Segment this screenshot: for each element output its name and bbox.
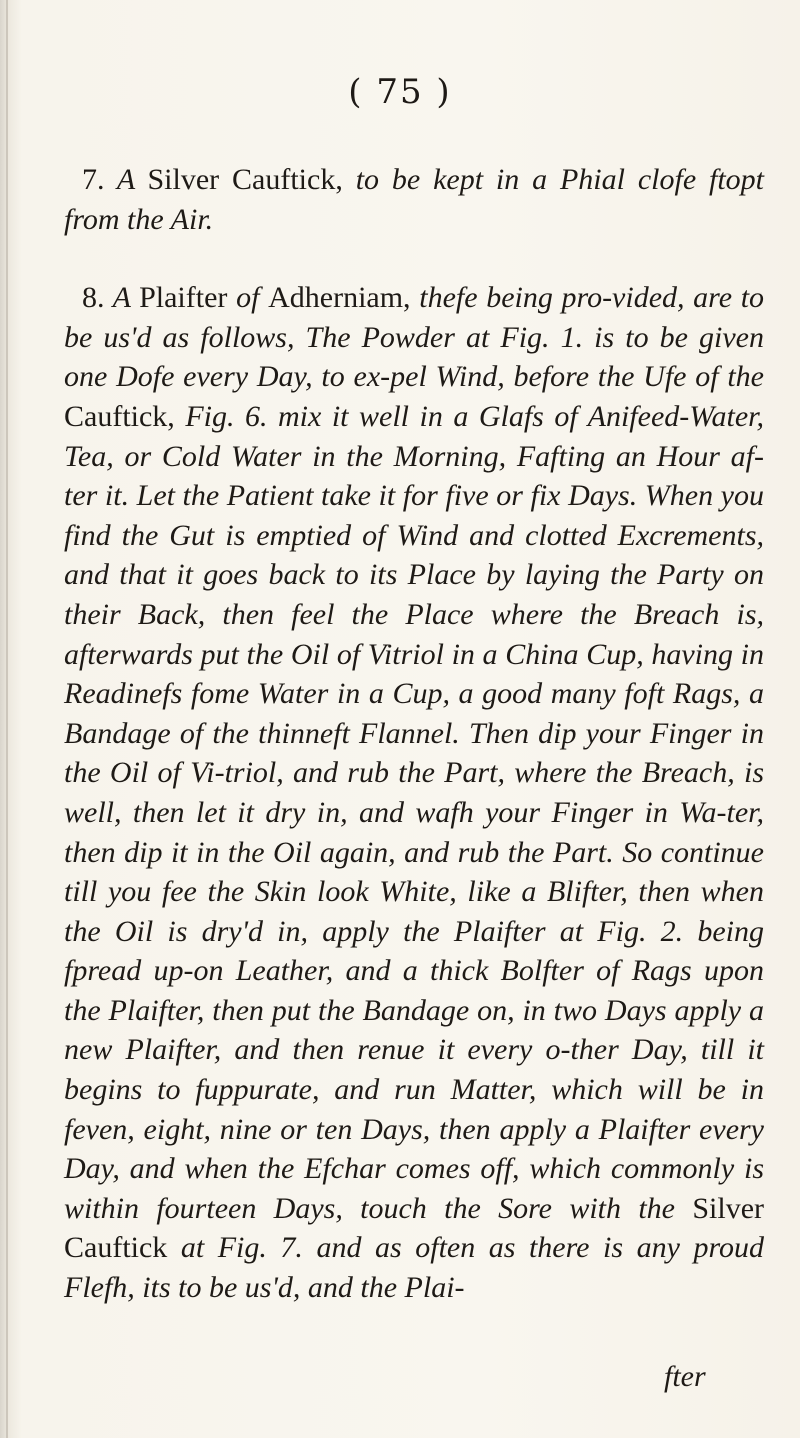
subject: Silver Cauftick,	[147, 163, 343, 196]
paragraph-7	[64, 160, 764, 239]
caustick-term: Cauftick,	[64, 399, 175, 433]
article: A	[112, 281, 131, 315]
paragraph-text-part-2: Fig. 6. mix it well in a Glafs of Anifeed-Water, Tea, or Cold Water in the Morning, Fafting an Hour af-ter it. Let the Patient take it for five or fix Days. When you find the Gut is emptied of Wind and clotted Excrements, and that it goes back to its Place by laying the Party on their Back, then feel the Place where the Breach is, afterwards put the Oil of Vitriol in a China Cup, having in Readinefs fome Water in a Cup, a good many foft Rags, a Bandage of the thinneft Flannel. Then dip your Finger in the Oil of Vi-triol, and rub the Part, where the Breach, is well, then let it dry in, and wafh your Finger in Wa-ter, then dip it in the Oil again, and rub the Part. So continue till you fee the Skin look White, like a Blifter, then when the Oil is dry'd in, apply the Plaifter at Fig. 2. being fpread up-on Leather, and a thick Bolfter of Rags upon the Plaifter, then put the Bandage on, in two Days apply a new Plaifter, and then renue it every o-ther Day, till it begins to fuppurate, and run Matter, which will be in feven, eight, nine or ten Days, then apply a Plaifter every Day, and when the Efchar comes off, which commonly is within fourteen Days, touch the Sore with the	[64, 399, 765, 1225]
paragraph-text: to be kept in a Phial clofe ftopt from the Air.	[64, 163, 765, 236]
silver-caustick-term: Silver Cauftick	[64, 1191, 765, 1265]
paragraph-number: 7.	[82, 163, 105, 196]
paragraph-text-part-1: thefe being pro-vided, are to be us'd as follows, The Powder at Fig. 1. is to be given one Dofe every Day, to ex-pel Wind, before the Ufe of the	[64, 281, 765, 394]
page-gutter	[6, 0, 8, 1438]
body-text	[64, 160, 764, 1308]
subject: Plaifter	[139, 281, 228, 315]
paragraph-number: 8.	[82, 281, 105, 315]
subject-adherniam: Adherniam,	[268, 281, 411, 315]
of-word: of	[236, 281, 260, 315]
page-number: ( 75 )	[348, 72, 452, 112]
paragraph-8	[64, 278, 764, 1307]
catchword: fter	[664, 1360, 706, 1393]
paragraph-text-part-3: at Fig. 7. and as often as there is any proud Flefh, its to be us'd, and the Plai-	[64, 1231, 765, 1305]
article: A	[116, 163, 135, 196]
